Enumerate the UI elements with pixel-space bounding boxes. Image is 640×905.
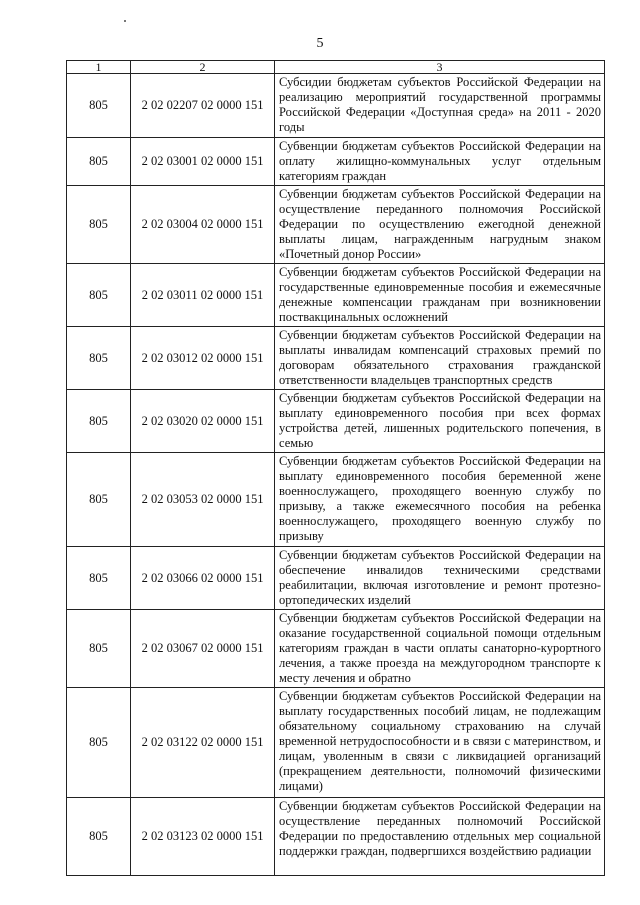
budget-codes-table: [66, 60, 605, 876]
table-row: [67, 453, 605, 547]
table-row: [67, 186, 605, 264]
table-row: [67, 138, 605, 186]
admin-code-cell: 805: [67, 688, 131, 798]
budget-classification-code-cell: 2 02 03001 02 0000 151: [131, 138, 275, 186]
table-row: [67, 610, 605, 688]
revenue-name-cell: Субвенции бюджетам субъектов Российской Федерации на обеспечение инвалидов техническими средствами реабилитации, включая изготовление и ремонт протезно-ортопедических изделий: [275, 547, 605, 610]
revenue-name-cell: Субвенции бюджетам субъектов Российской Федерации на выплату единовременного пособия при всех формах устройства детей, лишенных родительского попечения, в семью: [275, 390, 605, 453]
admin-code-cell: 805: [67, 186, 131, 264]
header-col-2: 2: [131, 61, 275, 74]
admin-code-cell: 805: [67, 453, 131, 547]
admin-code-cell: 805: [67, 798, 131, 876]
budget-classification-code-cell: 2 02 02207 02 0000 151: [131, 74, 275, 138]
revenue-name-cell: Субвенции бюджетам субъектов Российской Федерации на выплаты инвалидам компенсаций страховых премий по договорам обязательного страхования гражданской ответственности владельцев транспортных средств: [275, 327, 605, 390]
budget-classification-code-cell: 2 02 03012 02 0000 151: [131, 327, 275, 390]
page-number: 5: [316, 36, 324, 51]
revenue-name-cell: Субвенции бюджетам субъектов Российской Федерации на выплату государственных пособий лицам, не подлежащим обязательному социальному страхованию на случай временной нетрудоспособности и в связи с материнством, и лицам, уволенным в связи с ликвидацией организаций (прекращением деятельности, полномочий физическими лицами): [275, 688, 605, 798]
admin-code-cell: 805: [67, 138, 131, 186]
revenue-name-cell: Субвенции бюджетам субъектов Российской Федерации на государственные единовременные пособия и ежемесячные денежные компенсации гражданам при возникновении поствакцинальных осложнений: [275, 264, 605, 327]
table-row: [67, 74, 605, 138]
admin-code-cell: 805: [67, 547, 131, 610]
admin-code-cell: 805: [67, 610, 131, 688]
budget-classification-code-cell: 2 02 03053 02 0000 151: [131, 453, 275, 547]
budget-classification-code-cell: 2 02 03004 02 0000 151: [131, 186, 275, 264]
admin-code-cell: 805: [67, 390, 131, 453]
budget-classification-code-cell: 2 02 03122 02 0000 151: [131, 688, 275, 798]
table-row: [67, 798, 605, 876]
budget-classification-code-cell: 2 02 03066 02 0000 151: [131, 547, 275, 610]
revenue-name-cell: Субвенции бюджетам субъектов Российской Федерации на выплату единовременного пособия беременной жене военнослужащего, проходящего военную службу по призыву, а также ежемесячного пособия на ребенка военнослужащего, проходящего военную службу по призыву: [275, 453, 605, 547]
budget-classification-code-cell: 2 02 03011 02 0000 151: [131, 264, 275, 327]
header-col-3: 3: [275, 61, 605, 74]
table-row: [67, 390, 605, 453]
budget-classification-code-cell: 2 02 03020 02 0000 151: [131, 390, 275, 453]
table-row: [67, 327, 605, 390]
revenue-name-cell: Субсидии бюджетам субъектов Российской Федерации на реализацию мероприятий государственной программы Российской Федерации «Доступная среда» на 2011 - 2020 годы: [275, 74, 605, 138]
admin-code-cell: 805: [67, 74, 131, 138]
revenue-name-cell: Субвенции бюджетам субъектов Российской Федерации на осуществление переданного полномочия Российской Федерации по осуществлению ежегодной денежной выплаты лицам, награжденным нагрудным знаком «Почетный донор России»: [275, 186, 605, 264]
admin-code-cell: 805: [67, 327, 131, 390]
admin-code-cell: 805: [67, 264, 131, 327]
revenue-name-cell: Субвенции бюджетам субъектов Российской Федерации на оказание государственной социальной помощи отдельным категориям граждан в части оплаты санаторно-курортного лечения, а также проезда на междугородном транспорте к месту лечения и обратно: [275, 610, 605, 688]
header-row: [67, 61, 605, 74]
table-row: [67, 688, 605, 798]
scan-speck: [124, 20, 126, 22]
budget-classification-code-cell: 2 02 03067 02 0000 151: [131, 610, 275, 688]
table-row: [67, 547, 605, 610]
table-body: [67, 74, 605, 876]
table-row: [67, 264, 605, 327]
budget-classification-code-cell: 2 02 03123 02 0000 151: [131, 798, 275, 876]
header-col-1: 1: [67, 61, 131, 74]
revenue-name-cell: Субвенции бюджетам субъектов Российской Федерации на оплату жилищно-коммунальных услуг отдельным категориям граждан: [275, 138, 605, 186]
revenue-name-cell: Субвенции бюджетам субъектов Российской Федерации на осуществление переданных полномочий Российской Федерации по предоставлению отдельных мер социальной поддержки граждан, подвергшихся воздействию радиации: [275, 798, 605, 876]
